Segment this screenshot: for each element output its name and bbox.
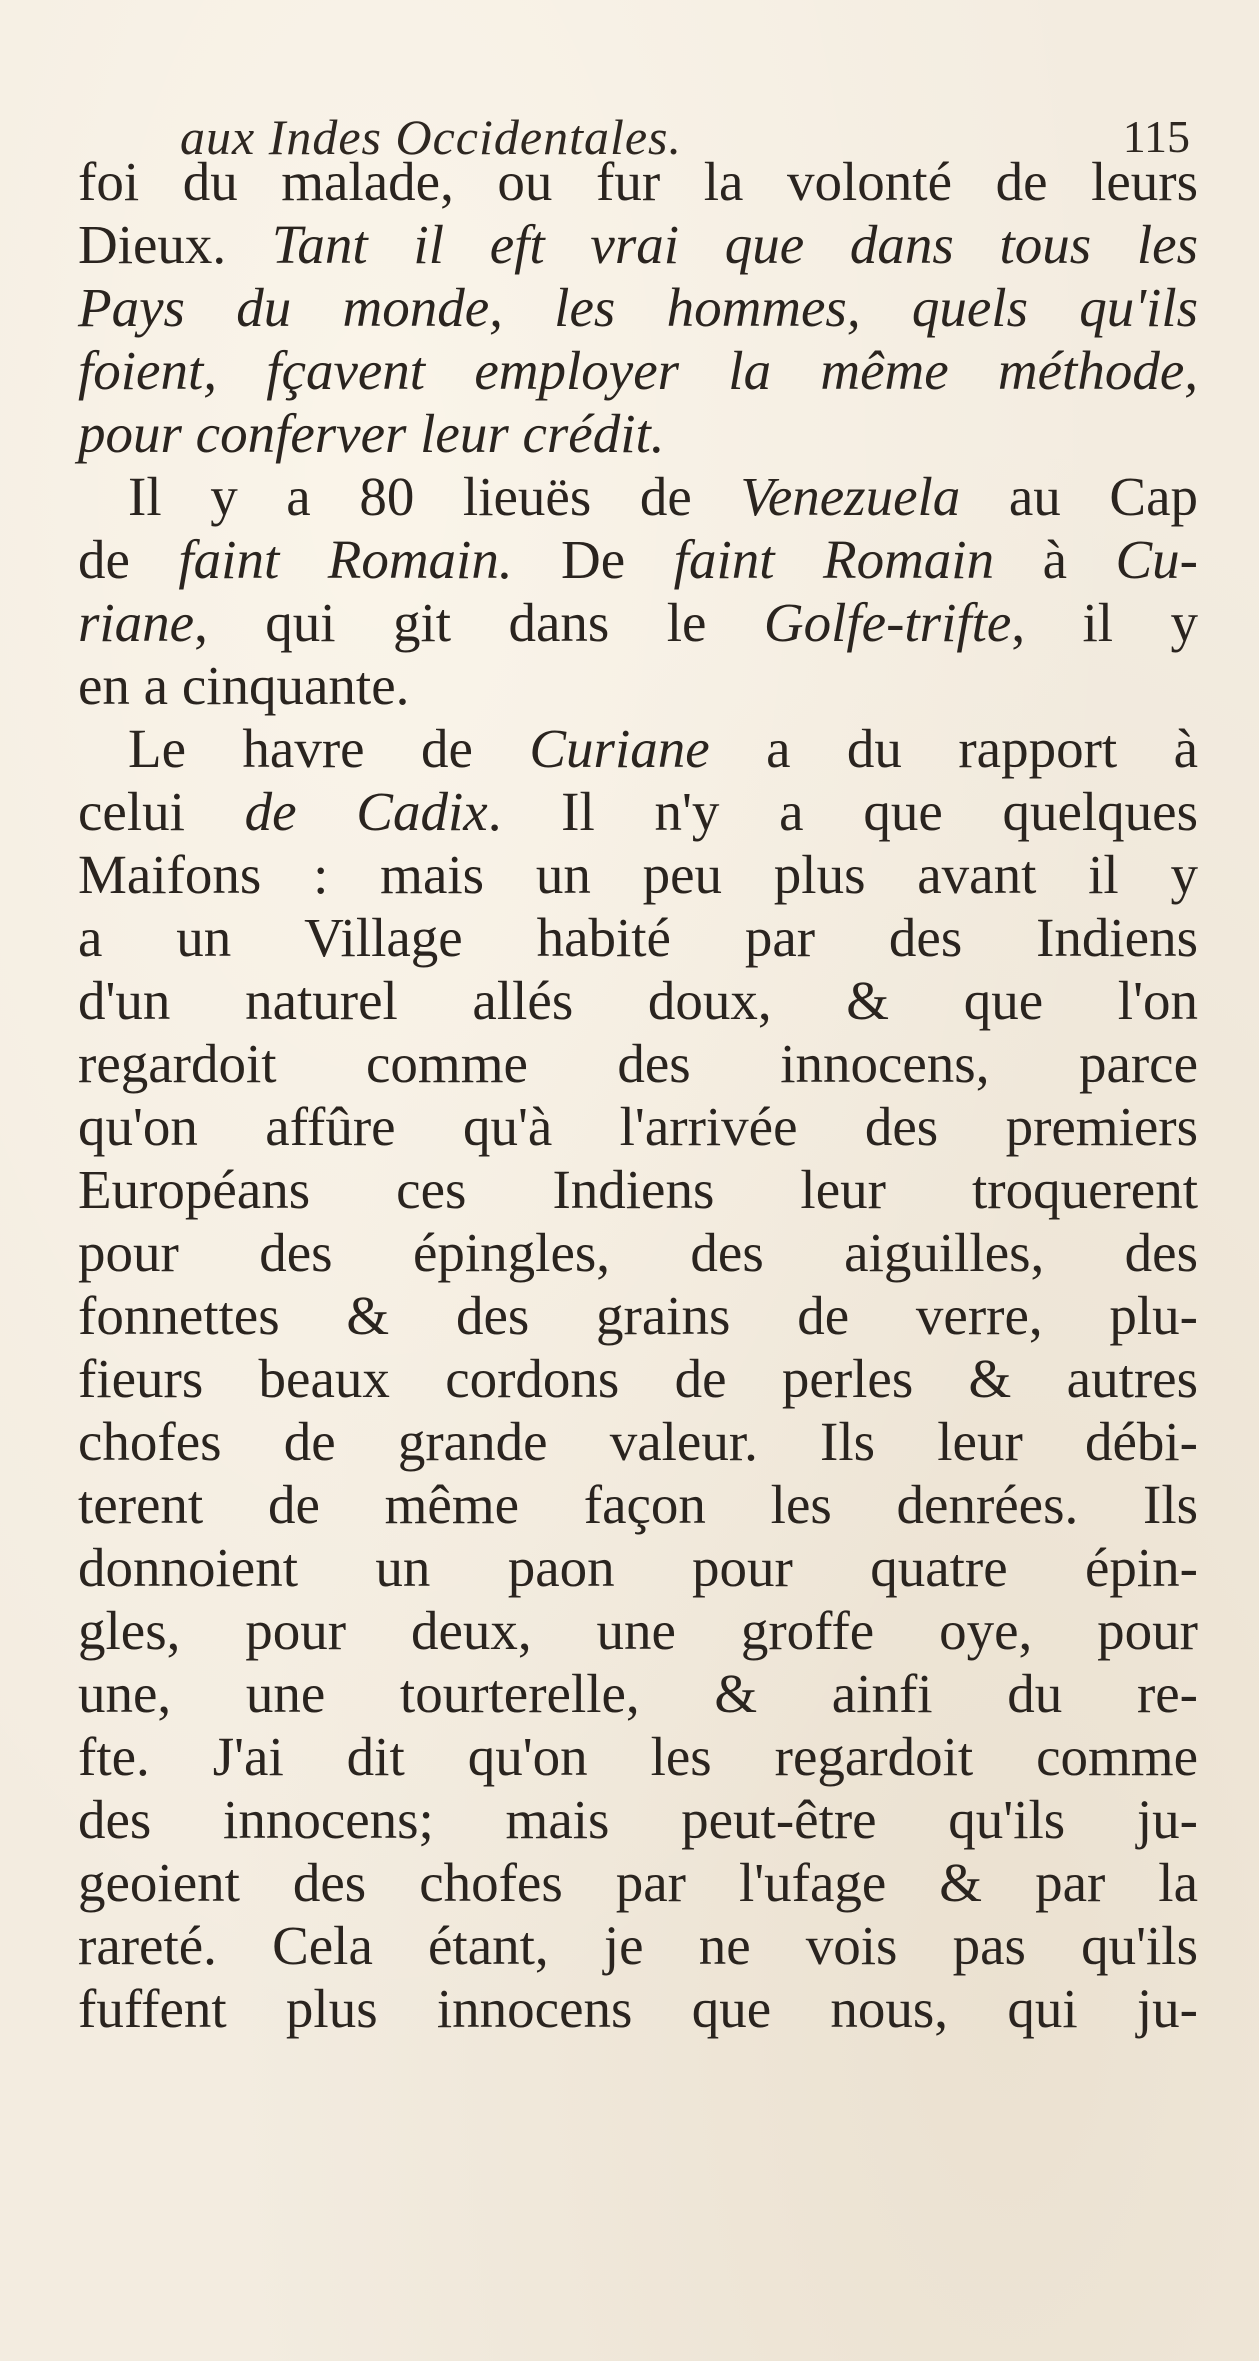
text-line (78, 1158, 1198, 1221)
italic-text-segment: riane (78, 592, 195, 653)
text-line (78, 1788, 1198, 1851)
text-line (78, 591, 1198, 654)
text-segment: a du rapport à (709, 718, 1199, 779)
text-line (78, 1536, 1198, 1599)
text-line (78, 1095, 1198, 1158)
text-line (78, 276, 1198, 339)
text-line (78, 1347, 1198, 1410)
text-segment: celui (78, 781, 245, 842)
text-line (78, 339, 1198, 402)
body-text (78, 150, 1198, 2040)
text-segment: chofes de grande valeur. Ils leur débi- (78, 1411, 1198, 1472)
italic-text-segment: Tant il eft vrai que dans tous les (271, 214, 1198, 275)
text-line (78, 1662, 1198, 1725)
italic-text-segment: faint Romain (673, 529, 995, 590)
text-segment: fte. J'ai dit qu'on les regardoit comme (78, 1726, 1198, 1787)
text-line (78, 1032, 1198, 1095)
text-line (78, 465, 1198, 528)
text-segment: à (994, 529, 1116, 590)
text-segment: gles, pour deux, une groffe oye, pour (78, 1600, 1198, 1661)
text-segment: , qui git dans le (194, 592, 764, 653)
text-segment: des innocens; mais peut-être qu'ils ju- (78, 1789, 1198, 1850)
text-segment: Le havre de (128, 718, 530, 779)
text-segment: geoient des chofes par l'ufage & par la (78, 1852, 1198, 1913)
text-line (78, 1977, 1198, 2040)
text-line (78, 780, 1198, 843)
text-segment: de (78, 529, 179, 590)
text-line (78, 150, 1198, 213)
text-line (78, 717, 1198, 780)
text-segment: une, une tourterelle, & ainfi du re- (78, 1663, 1198, 1724)
text-segment: . Il n'y a que quelques (487, 781, 1199, 842)
italic-text-segment: Venezuela (740, 466, 961, 527)
italic-text-segment: Cu- (1115, 529, 1198, 590)
text-line (78, 528, 1198, 591)
text-line (78, 969, 1198, 1032)
running-title: aux Indes Occidentales. (180, 109, 683, 165)
italic-text-segment: de Cadix (244, 781, 488, 842)
text-line (78, 1410, 1198, 1473)
text-segment: foi du malade, ou fur la volonté de leurs (78, 151, 1198, 212)
text-segment: De (512, 529, 674, 590)
text-segment: donnoient un paon pour quatre épin- (78, 1537, 1198, 1598)
text-segment: regardoit comme des innocens, parce (78, 1033, 1198, 1094)
page-number: 115 (1122, 111, 1190, 162)
text-segment: fuffent plus innocens que nous, qui ju- (78, 1978, 1198, 2039)
italic-text-segment: faint Romain. (178, 529, 513, 590)
italic-text-segment: Pays du monde, les hommes, quels qu'ils (78, 277, 1198, 338)
text-segment: Maifons : mais un peu plus avant il y (78, 844, 1198, 905)
text-segment: qu'on affûre qu'à l'arrivée des premiers (78, 1096, 1198, 1157)
text-segment: , il y (1011, 592, 1199, 653)
text-segment: pour des épingles, des aiguilles, des (78, 1222, 1198, 1283)
text-segment: d'un naturel allés doux, & que l'on (78, 970, 1198, 1031)
text-line (78, 843, 1198, 906)
text-line (78, 1599, 1198, 1662)
text-line (78, 1284, 1198, 1347)
text-segment: Dieux. (78, 214, 272, 275)
text-segment: en a cinquante. (78, 655, 410, 716)
italic-text-segment: foient, fçavent employer la même méthode, (78, 340, 1198, 401)
text-line (78, 213, 1198, 276)
text-segment: au Cap (960, 466, 1198, 527)
text-line (78, 654, 1198, 717)
text-line (78, 1851, 1198, 1914)
italic-text-segment: Golfe-trifte (763, 592, 1012, 653)
text-segment: Il y a 80 lieuës de (128, 466, 741, 527)
text-line (78, 1725, 1198, 1788)
text-segment: fonnettes & des grains de verre, plu- (78, 1285, 1198, 1346)
text-segment: rareté. Cela étant, je ne vois pas qu'ils (78, 1915, 1198, 1976)
text-segment: fieurs beaux cordons de perles & autres (78, 1348, 1198, 1409)
italic-text-segment: Curiane (529, 718, 710, 779)
text-line (78, 1914, 1198, 1977)
italic-text-segment: pour conferver leur crédit. (78, 403, 665, 464)
text-line (78, 1473, 1198, 1536)
text-line (78, 906, 1198, 969)
text-segment: terent de même façon les denrées. Ils (78, 1474, 1198, 1535)
text-line (78, 1221, 1198, 1284)
text-segment: a un Village habité par des Indiens (78, 907, 1198, 968)
text-line (78, 402, 1198, 465)
text-segment: Européans ces Indiens leur troquerent (78, 1159, 1198, 1220)
